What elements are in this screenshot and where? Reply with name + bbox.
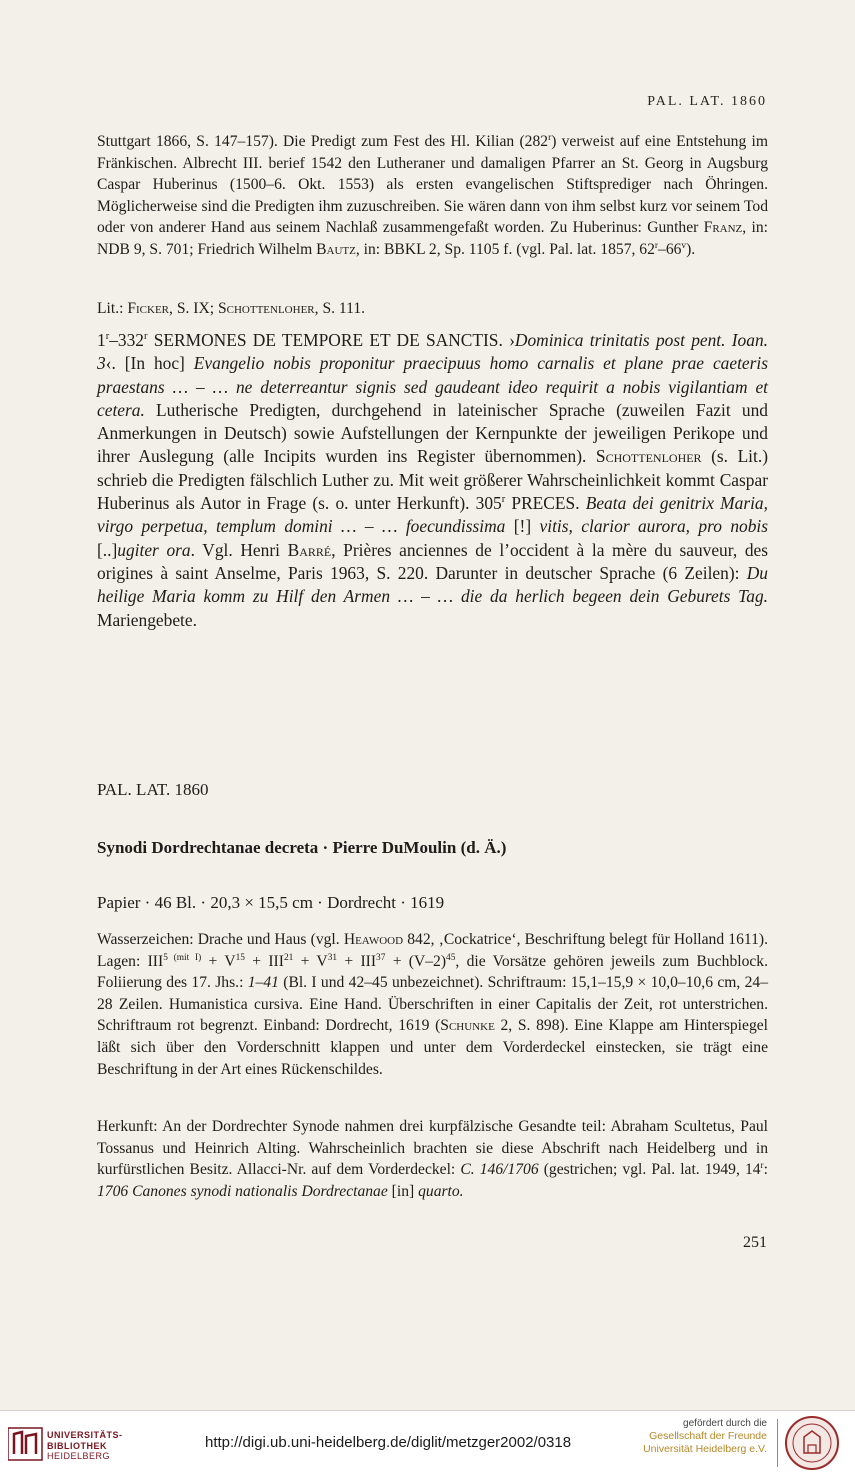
- prev-herkunft-paragraph: Stuttgart 1866, S. 147–157). Die Predigt zum Fest des Hl. Kilian (282$^r$) verweist auf eine Entstehung im Fränkischen. Albrecht III. berief 1542 den Lutheraner und damaligen Pfarrer an St. Georg in Augsburg Caspar Huberinus (1500–6. Okt. 1553) als ersten evangelischen Stiftsprediger nach Öhringen. Möglicherweise sind die Predigten ihm zuzuschreiben. Sie wären dann von ihm selbst kurz vor seinem Tod oder von anderer Hand aus seinem Nachlaß zusammengefaßt worden. Zu Huberinus: Gunther Franz, in: NDB 9, S. 701; Friedrich Wilhelm Bautz, in: BBKL 2, Sp. 1105 f. (vgl. Pal. lat. 1857, 62$^r$–66$^v$).: [97, 132, 768, 258]
- library-name: UNIVERSITÄTS- BIBLIOTHEK HEIDELBERG: [47, 1430, 123, 1461]
- prev-literature: Lit.: Ficker, S. IX; Schottenloher, S. 111.: [97, 300, 366, 317]
- footer-divider: [777, 1419, 778, 1467]
- entry-title: Synodi Dordrechtanae decreta · Pierre DuMoulin (d. Ä.): [97, 838, 507, 857]
- page-number: 251: [743, 1234, 767, 1251]
- sponsor-info: gefördert durch die Gesellschaft der Freunde Universität Heidelberg e.V.: [643, 1418, 767, 1455]
- running-header: PAL. LAT. 1860: [647, 94, 767, 109]
- entry-shelfmark: PAL. LAT. 1860: [97, 780, 209, 799]
- entry-description: Wasserzeichen: Drache und Haus (vgl. Heawood 842, ‚Cockatrice‘, Beschriftung belegt für Holland 1611). Lagen: $III^{5 (mit I)} + V^{15} + III^{21} + V^{31} + III^{37} + (V-2)^{45}$, die Vorsätze gehören jeweils zum Buchblock. Foliierung des 17. Jhs.: 1–41 (Bl. I und 42–45 unbezeichnet). Schriftraum: 15,1–15,9 × 10,0–10,6 cm, 24–28 Zeilen. Humanistica cursiva. Eine Hand. Überschriften in einer Capitalis der Zeit, rot unterstrichen. Schriftraum rot begrenzt. Einband: Dordrecht, 1619 (Schunke 2, S. 898). Eine Klappe am Hinterspiegel läßt sich über den Vorderschnitt klappen und unter dem Vorderdeckel einstecken, sie trägt eine Beschriftung in der Art eines Rückenschildes.: [97, 931, 768, 1078]
- permalink-url[interactable]: http://digi.ub.uni-heidelberg.de/diglit/metzger2002/0318: [205, 1434, 572, 1451]
- university-seal-icon: [784, 1415, 840, 1471]
- library-logo-icon: [8, 1424, 44, 1462]
- entry-herkunft: Herkunft: An der Dordrechter Synode nahmen drei kurpfälzische Gesandte teil: Abraham Scultetus, Paul Tossanus und Heinrich Alting. Wahrscheinlich brachten sie diese Abschrift nach Heidelberg und in kurfürstlichen Besitz. Allacci-Nr. auf dem Vorderdeckel: C. 146/1706 (gestrichen; vgl. Pal. lat. 1949, 14$^r$: 1706 Canones synodi nationalis Dordrectanae [in] quarto.: [97, 1118, 769, 1200]
- prev-content-paragraph: 1$^r$–332$^r$ SERMONES DE TEMPORE ET DE SANCTIS. ›Dominica trinitatis post pent. Ioan. 3‹. [In hoc] Evangelio nobis proponitur praecipuus homo carnalis et plane prae caeteris praestans … – … ne deterreantur signis sed gaudeant ideo requirit a nobis vigilantiam et cetera. Lutherische Predigten, durchgehend in lateinischer Sprache (zuweilen Fazit und Anmerkungen in Deutsch) sowie Aufstellungen der Kernpunkte der jeweiligen Perikope und ihrer Auslegung (alle Incipits wurden ins Register übernommen). Schottenloher (s. Lit.) schrieb die Predigten fälschlich Luther zu. Mit weit größerer Wahrscheinlichkeit kommt Caspar Huberinus als Autor in Frage (s. o. unter Herkunft). 305$^r$ PRECES. Beata dei genitrix Maria, virgo perpetua, templum domini … – … foecundissima [!] vitis, clarior aurora, pro nobis [..]ugiter ora. Vgl. Henri Barré, Prières anciennes de l’occident à la mère du sauveur, des origines à saint Anselme, Paris 1963, S. 220. Darunter in deutscher Sprache (6 Zeilen): Du heilige Maria komm zu Hilf den Armen … – … die da herlich begeen dein Geburets Tag. Mariengebete.: [97, 330, 769, 630]
- viewer-footer: [0, 1410, 855, 1475]
- entry-summary: Papier · 46 Bl. · 20,3 × 15,5 cm · Dordrecht · 1619: [97, 893, 445, 912]
